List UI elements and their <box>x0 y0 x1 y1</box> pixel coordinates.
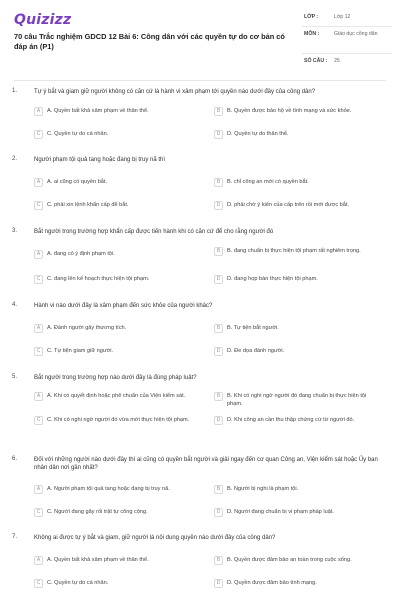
worksheet-meta <box>302 10 392 70</box>
option-letter-box: C <box>34 416 43 425</box>
option-a[interactable]: A A. đang có ý định phạm tội. <box>34 251 197 259</box>
option-d[interactable]: D D. phải chờ ý kiến của cấp trên rồi mới được bắt. <box>214 202 377 210</box>
option-c[interactable]: C C. Người đang gây rối trật tự công cộng. <box>34 509 197 517</box>
option-letter-box: D <box>214 201 223 210</box>
option-d[interactable]: D D. Người đang chuẩn bị vi phạm pháp luật. <box>214 509 377 517</box>
question-text: Bắt người trong trường hợp nào dưới đây là đúng pháp luật? <box>34 375 197 381</box>
option-a[interactable]: A A. Quyền bất khả xâm phạm về thân thể. <box>34 557 197 565</box>
option-letter-box: B <box>214 485 223 494</box>
question-number: 1. <box>12 88 18 94</box>
option-letter-box: B <box>214 107 223 116</box>
header-divider <box>14 80 386 81</box>
option-c[interactable]: C C. Quyền tự do cá nhân. <box>34 580 197 588</box>
option-letter-box: A <box>34 107 43 116</box>
option-letter-box: A <box>34 556 43 565</box>
option-b[interactable]: B B. chỉ công an mới có quyền bắt. <box>214 179 377 187</box>
option-letter-box: B <box>214 247 223 256</box>
option-letter-box: D <box>214 508 223 517</box>
option-letter-box: D <box>214 130 223 139</box>
option-letter-box: C <box>34 130 43 139</box>
meta-row-subject: MÔN : Giáo dục công dân <box>302 27 392 54</box>
option-d[interactable]: D D. đang họp bàn thực hiện tội phạm. <box>214 276 377 284</box>
option-letter-box: D <box>214 416 223 425</box>
option-letter-box: C <box>34 347 43 356</box>
option-a[interactable]: A A. ai cũng có quyền bắt. <box>34 179 197 187</box>
meta-row-question-count: SỐ CÂU : 25 <box>304 58 340 64</box>
option-b[interactable]: B B. đang chuẩn bị thực hiện tội phạm rất nghiêm trọng. <box>214 248 377 256</box>
option-letter-box: B <box>214 392 223 401</box>
question-text: Tự ý bắt và giam giữ người không có căn cứ là hành vi xâm phạm tới quyền nào dưới đây của công dân? <box>34 89 316 95</box>
option-b[interactable]: B B. Quyền được đảm bảo an toàn trong cuộc sống. <box>214 557 377 565</box>
question-number: 5. <box>12 374 18 380</box>
option-letter-box: D <box>214 347 223 356</box>
question-number: 4. <box>12 302 18 308</box>
option-a[interactable]: A A. Quyền bất khả xâm phạm về thân thể. <box>34 108 197 116</box>
quizizz-logo: Quizizz <box>14 12 72 28</box>
option-letter-box: C <box>34 579 43 588</box>
option-c[interactable]: C C. phải xin lệnh khẩn cấp để bắt. <box>34 202 197 210</box>
worksheet-header <box>0 0 400 78</box>
question-text: Bắt người trong trường hợp khẩn cấp được tiến hành khi có căn cứ để cho rằng người đó <box>34 229 274 235</box>
question-text: Người phạm tội quả tang hoặc đang bị truy nã thì <box>34 157 166 163</box>
question-text: Hành vi nào dưới đây là xâm phạm đến sức khỏe của người khác? <box>34 303 213 309</box>
option-c[interactable]: C C. đang lên kế hoạch thực hiện tội phạm. <box>34 276 197 284</box>
option-b[interactable]: B B. Quyền được bảo hộ về tính mạng và sức khỏe. <box>214 108 377 116</box>
question-number: 6. <box>12 456 18 462</box>
question-number: 2. <box>12 156 18 162</box>
option-b[interactable]: B B. Người bị nghi là phạm tội. <box>214 486 377 494</box>
option-letter-box: D <box>214 579 223 588</box>
option-a[interactable]: A A. Khi có quyết định hoặc phê chuẩn của Viện kiểm sát. <box>34 393 197 401</box>
option-letter-box: B <box>214 556 223 565</box>
option-d[interactable]: D D. Đe dọa đánh người. <box>214 348 377 356</box>
question-text: Không ai được tự ý bắt và giam, giữ người là nội dung quyền nào dưới đây của công dân? <box>34 535 276 541</box>
option-d[interactable]: D D. Quyền được đảm bảo tính mạng. <box>214 580 377 588</box>
option-c[interactable]: C C. Khi có nghi ngờ người đó vừa mới thực hiện tội phạm. <box>34 417 197 425</box>
option-letter-box: C <box>34 275 43 284</box>
option-a[interactable]: A A. Người phạm tội quả tang hoặc đang bị truy nã. <box>34 486 197 494</box>
option-d[interactable]: D D. Khi công an cần thu thập chứng cứ từ người đó. <box>214 417 377 425</box>
option-letter-box: A <box>34 485 43 494</box>
option-b[interactable]: B B. Tự tiện bắt người. <box>214 325 377 333</box>
option-d[interactable]: D D. Quyền tự do thân thể. <box>214 131 377 139</box>
question-number: 3. <box>12 228 18 234</box>
question-text: Đối với những người nào dưới đây thì ai cũng có quyền bắt người và giải ngay đến cơ quan Công an, Viện kiểm sát hoặc Ủy ban nhân dân nơi gần nhất? <box>34 457 378 471</box>
option-letter-box: B <box>214 324 223 333</box>
option-b[interactable]: B B. Khi có nghi ngờ người đó đang chuẩn bị thực hiện tội phạm. <box>214 393 377 408</box>
question-number: 7. <box>12 534 18 540</box>
option-a[interactable]: A A. Đánh người gây thương tích. <box>34 325 197 333</box>
option-letter-box: D <box>214 275 223 284</box>
option-letter-box: A <box>34 324 43 333</box>
option-c[interactable]: C C. Tự tiện giam giữ người. <box>34 348 197 356</box>
option-letter-box: C <box>34 508 43 517</box>
option-letter-box: A <box>34 250 43 259</box>
meta-row-grade: LỚP : Lớp 12 <box>302 10 392 27</box>
option-letter-box: A <box>34 392 43 401</box>
worksheet-title: 70 câu Trắc nghiệm GDCD 12 Bài 6: Công dân với các quyền tự do cơ bản có đáp án (P1) <box>14 32 285 51</box>
option-letter-box: A <box>34 178 43 187</box>
option-c[interactable]: C C. Quyền tự do cá nhân. <box>34 131 197 139</box>
option-letter-box: B <box>214 178 223 187</box>
option-letter-box: C <box>34 201 43 210</box>
